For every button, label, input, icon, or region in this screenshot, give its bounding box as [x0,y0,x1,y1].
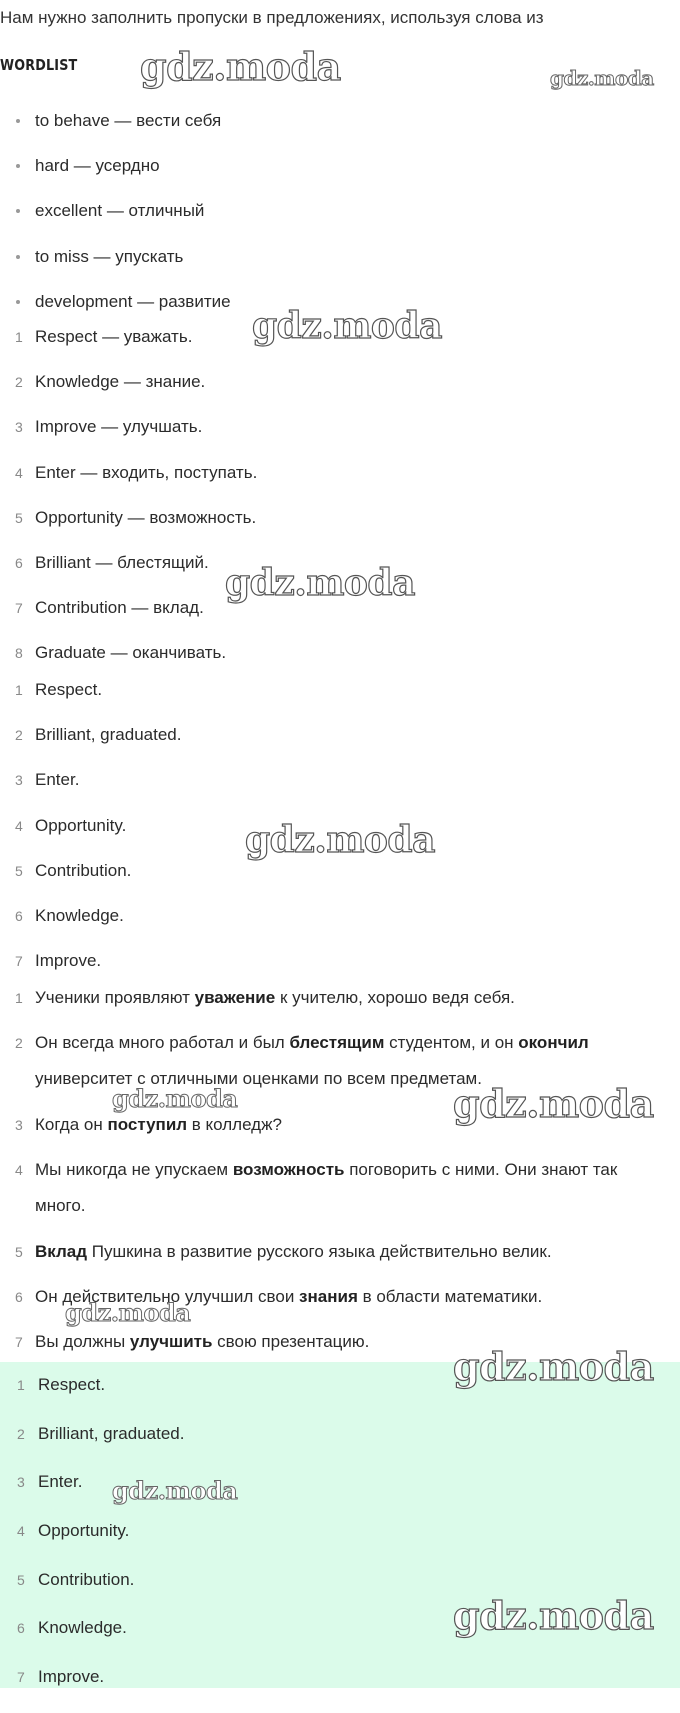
item-number: 3 [15,419,23,435]
watermark-logo: gdz.moda [112,1476,238,1505]
list-item [0,595,680,621]
list-item [0,767,680,793]
list-item [0,414,680,440]
task-intro: Нам нужно заполнить пропуски в предложениях, используя слова из [0,8,544,27]
list-item [0,324,680,350]
translation-text: Он действительно улучшил свои знания в области математики. [35,1287,543,1306]
item-number: 1 [17,1377,25,1393]
list-item [0,640,680,666]
item-number: 8 [15,645,23,661]
watermark-logo: gdz.moda [112,1084,238,1113]
answer-text: Knowledge. [38,1618,127,1637]
watermark-logo: gdz.moda [453,1344,654,1389]
vocab-item-text: Improve — улучшать. [35,417,203,436]
item-number: 3 [15,772,23,788]
answer-text: Contribution. [38,1570,135,1589]
answer-text: Enter. [35,770,80,789]
item-number: 3 [15,1117,23,1133]
item-number: 2 [15,374,23,390]
vocab-item-text: Brilliant — блестящий. [35,553,209,572]
list-item [0,813,680,839]
item-number: 7 [15,600,23,616]
translation-text: Мы никогда не упускаем возможность поговорить с ними. Они знают так много. [35,1160,618,1215]
watermark-logo: gdz.moda [550,66,654,90]
vocab-item-text: Contribution — вклад. [35,598,204,617]
item-number: 4 [17,1523,25,1539]
item-number: 5 [15,1244,23,1260]
item-number: 1 [15,329,23,345]
translation-text: Он всегда много работал и был блестящим студентом, и он окончил университет с отличными оценками по всем предметам. [35,1033,589,1088]
item-number: 4 [15,1162,23,1178]
list-item [0,550,680,576]
item-number: 6 [15,908,23,924]
vocab-item-text: Enter — входить, поступать. [35,463,258,482]
item-number: 4 [15,465,23,481]
bullet-icon [16,300,20,304]
answer-text: Brilliant, graduated. [35,725,182,744]
translation-text: Вклад Пушкина в развитие русского языка действительно велик. [35,1242,552,1261]
list-item [0,985,680,1011]
item-number: 5 [15,510,23,526]
watermark-logo: gdz.moda [140,44,341,89]
list-item [0,903,680,929]
item-number: 6 [17,1620,25,1636]
answer-text: Knowledge. [35,906,124,925]
watermark-logo: gdz.moda [225,562,415,604]
bullet-icon [16,255,20,259]
answer-text: Improve. [38,1667,105,1686]
watermark-logo: gdz.moda [245,819,435,861]
translation-text: Когда он поступил в колледж? [35,1115,282,1134]
list-item [0,1239,680,1265]
list-item [0,1157,680,1215]
item-number: 5 [17,1572,25,1588]
item-number: 6 [15,555,23,571]
list-item [0,460,680,486]
bullet-icon [16,209,20,213]
item-number: 1 [15,682,23,698]
translation-text: Вы должны улучшить свою презентацию. [35,1332,370,1351]
list-item [0,948,680,974]
list-item [0,722,680,748]
vocab-item-text: Respect — уважать. [35,327,193,346]
bullet-icon [16,164,20,168]
list-item [0,244,680,270]
list-item [0,1518,680,1544]
vocab-item-text: Opportunity — возможность. [35,508,257,527]
item-number: 3 [17,1474,25,1490]
list-item [0,858,680,884]
vocab-item-text: Knowledge — знание. [35,372,206,391]
item-number: 2 [17,1426,25,1442]
item-number: 7 [17,1669,25,1685]
item-number: 4 [15,818,23,834]
list-item [0,505,680,531]
wordlist-item-text: hard — усердно [35,156,160,175]
list-item [0,289,680,315]
answer-text: Contribution. [35,861,132,880]
list-item [0,1664,680,1690]
answer-text: Respect. [38,1375,106,1394]
wordlist-item-text: development — развитие [35,292,231,311]
list-item [0,1615,680,1641]
watermark-logo: gdz.moda [453,1593,654,1638]
watermark-logo: gdz.moda [453,1081,654,1126]
item-number: 6 [15,1289,23,1305]
bullet-icon [16,119,20,123]
wordlist-item-text: to miss — упускать [35,247,184,266]
wordlist-heading: WORDLIST [0,56,78,74]
answer-text: Opportunity. [38,1521,130,1540]
list-item [0,1329,680,1355]
item-number: 7 [15,1334,23,1350]
list-item [0,1567,680,1593]
list-item [0,1112,680,1138]
answer-highlight-block [0,1362,680,1688]
item-number: 1 [15,990,23,1006]
wordlist-item-text: excellent — отличный [35,201,205,220]
vocab-item-text: Graduate — оканчивать. [35,643,227,662]
list-item [0,198,680,224]
list-item [0,369,680,395]
item-number: 2 [15,727,23,743]
list-item [0,1421,680,1447]
list-item [0,1284,680,1310]
list-item [0,108,680,134]
list-item [0,677,680,703]
item-number: 7 [15,953,23,969]
list-item [0,1372,680,1398]
answer-text: Enter. [38,1472,83,1491]
list-item [0,153,680,179]
watermark-logo: gdz.moda [65,1298,191,1327]
wordlist-item-text: to behave — вести себя [35,111,222,130]
item-number: 2 [15,1035,23,1051]
answer-text: Improve. [35,951,102,970]
list-item [0,1469,680,1495]
watermark-logo: gdz.moda [252,305,442,347]
item-number: 5 [15,863,23,879]
answer-text: Opportunity. [35,816,127,835]
answer-text: Respect. [35,680,103,699]
translation-text: Ученики проявляют уважение к учителю, хорошо ведя себя. [35,988,515,1007]
answer-text: Brilliant, graduated. [38,1424,185,1443]
list-item [0,1030,680,1088]
